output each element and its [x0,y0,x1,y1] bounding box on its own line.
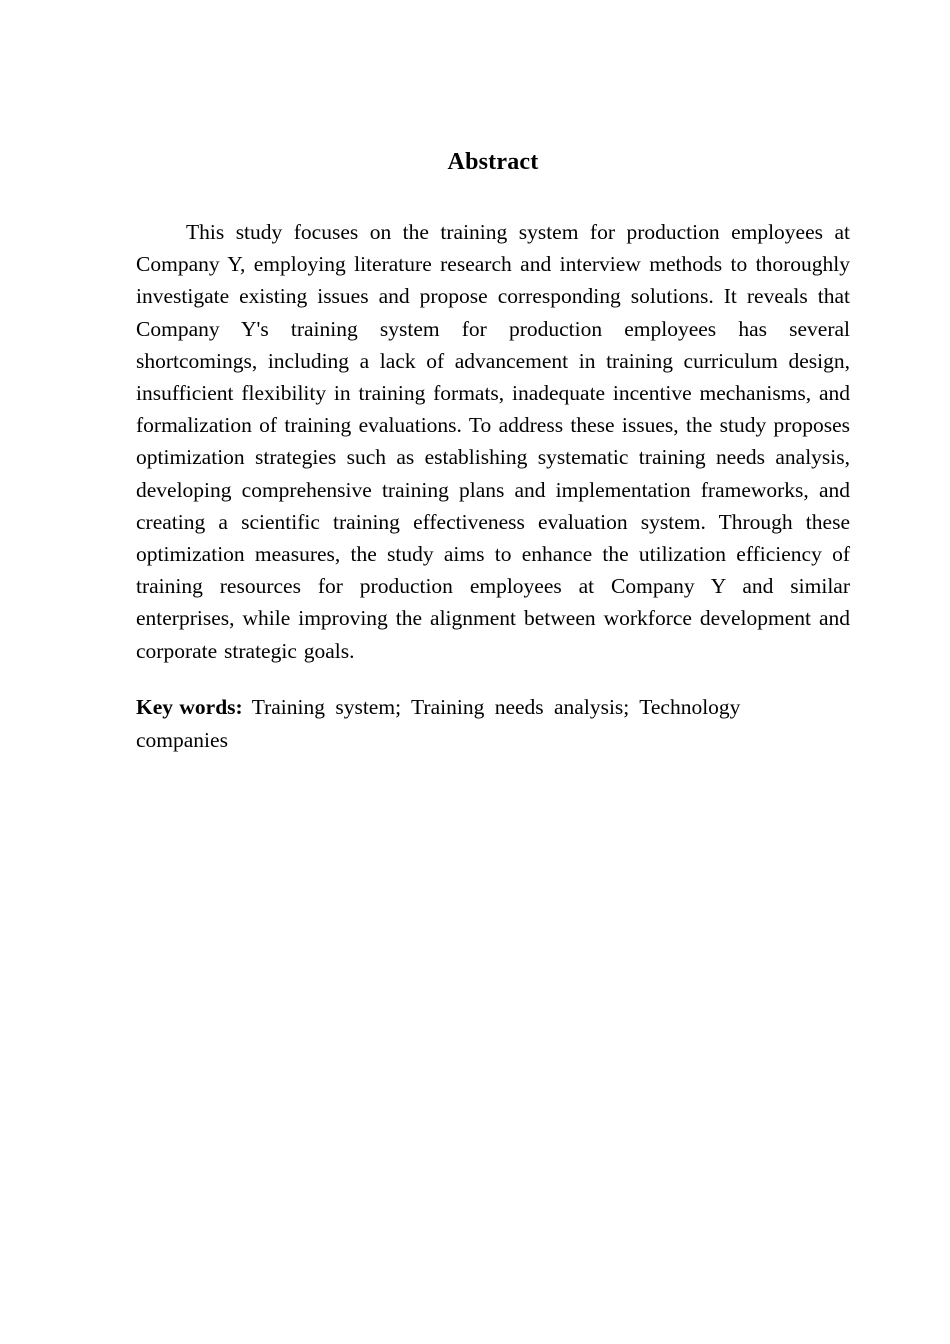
keywords-label: Key words: [136,694,243,719]
page-title: Abstract [447,149,539,175]
keywords-text: Training system; Training needs analysis; Technology companies [136,694,741,752]
keywords-section [136,691,796,757]
abstract-paragraph: This study focuses on the training system for production employees at Company Y, employing literature research and interview methods to thoroughly investigate existing issues and propose corresponding solutions. It reveals that Company Y's training system for production employees has several shortcomings, including a lack of advancement in training curriculum design, insufficient flexibility in training formats, inadequate incentive mechanisms, and formalization of training evaluations. To address these issues, the study proposes optimization strategies such as establishing systematic training needs analysis, developing comprehensive training plans and implementation frameworks, and creating a scientific training effectiveness evaluation system. Through these optimization measures, the study aims to enhance the utilization efficiency of training resources for production employees at Company Y and similar enterprises, while improving the alignment between workforce development and corporate strategic goals. [136,220,850,663]
